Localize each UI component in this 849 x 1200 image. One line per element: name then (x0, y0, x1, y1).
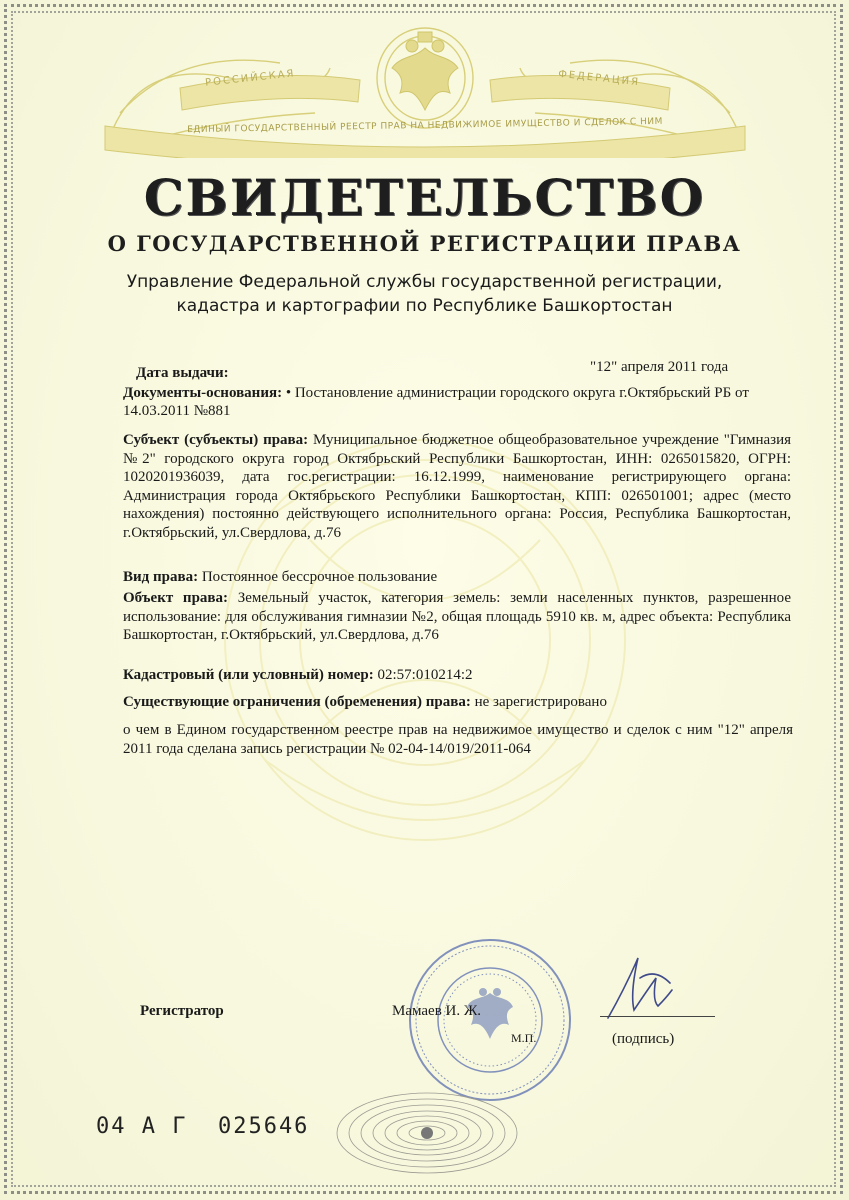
emblem-banner-text: ЕДИНЫЙ ГОСУДАРСТВЕННЫЙ РЕЕСТР ПРАВ НА НЕДВИЖИМОЕ ИМУЩЕСТВО И СДЕЛОК С НИМ (187, 116, 663, 136)
registration-record: о чем в Едином государственном реестре прав на недвижимое имущество и сделок с ним "12" апреля 2011 года сделана запись регистрации № 02-04-14/019/2011-064 (123, 722, 793, 757)
document-subtitle: О ГОСУДАРСТВЕННОЙ РЕГИСТРАЦИИ ПРАВА (107, 231, 742, 256)
right-type-value: Постоянное бессрочное пользование (201, 569, 438, 585)
signature-line (600, 1016, 715, 1017)
emblem-ornament (100, 18, 750, 158)
cadastral-label: Кадастровый (или условный) номер: (123, 667, 374, 683)
registrar-name: Мамаев И. Ж. (392, 1003, 482, 1019)
emblem-ribbon-right: ФЕДЕРАЦИЯ (557, 68, 641, 89)
seal-mark: М.П. (511, 1031, 537, 1045)
document-title: СВИДЕТЕЛЬСТВО (143, 168, 706, 227)
issuing-authority (120, 270, 729, 318)
restrictions-label: Существующие ограничения (обременения) права: (123, 694, 471, 710)
restrictions-value: не зарегистрировано (474, 694, 607, 710)
right-type-label: Вид права: (123, 569, 199, 585)
subject-value: Муниципальное бюджетное общеобразовательное учреждение "Гимназия №2" городского округа город Октябрьский Республики Башкортостан, ИНН: 0265015820, ОГРН: 1020201936039, дата гос.регистрации: 16.12.1999, наименование регистрирующего органа: Администрация города Октябрьского Республики Башкортостан, КПП: 026501001; адрес (место нахождения) постоянно действующего исполнительного органа: Россия, Республика Башкортостан, г.Октябрьский, ул.Свердлова, д.76 (123, 432, 791, 541)
cadastral-value: 02:57:010214:2 (377, 667, 473, 683)
authority-line-2: кадастра и картографии по Республике Башкортостан (176, 296, 673, 316)
issue-date-value: "12" апреля 2011 года (590, 359, 729, 375)
documents-label: Документы-основания: (123, 385, 283, 401)
subject-label: Субъект (субъекты) права: (123, 432, 309, 448)
emblem-ribbon-left: РОССИЙСКАЯ (204, 68, 297, 89)
authority-line-1: Управление Федеральной службы государственной регистрации, (126, 272, 723, 292)
documents-basis (123, 384, 793, 420)
object-block (123, 589, 791, 645)
right-type (123, 568, 791, 586)
official-stamp (405, 935, 575, 1105)
documents-value: • Постановление администрации городского округа г.Октябрьский РБ от 14.03.2011 №881 (123, 385, 749, 419)
security-rosette (332, 1088, 522, 1178)
subject-block (123, 431, 791, 542)
object-value: Земельный участок, категория земель: земли населенных пунктов, разрешенное использование: для обслуживания гимназии №2, общая площадь 5910 кв. м, адрес объекта: Республика Башкортостан, г.Октябрьский, ул.Свердлова, д.76 (123, 590, 791, 643)
signature-caption: (подпись) (612, 1031, 675, 1047)
serial-number: 04 А Г 025646 (96, 1114, 310, 1139)
restrictions (123, 693, 791, 711)
cadastral-number (123, 666, 791, 684)
issue-date-label: Дата выдачи: (136, 365, 229, 381)
registrar-label: Регистратор (140, 1003, 224, 1019)
object-label: Объект права: (123, 590, 229, 606)
